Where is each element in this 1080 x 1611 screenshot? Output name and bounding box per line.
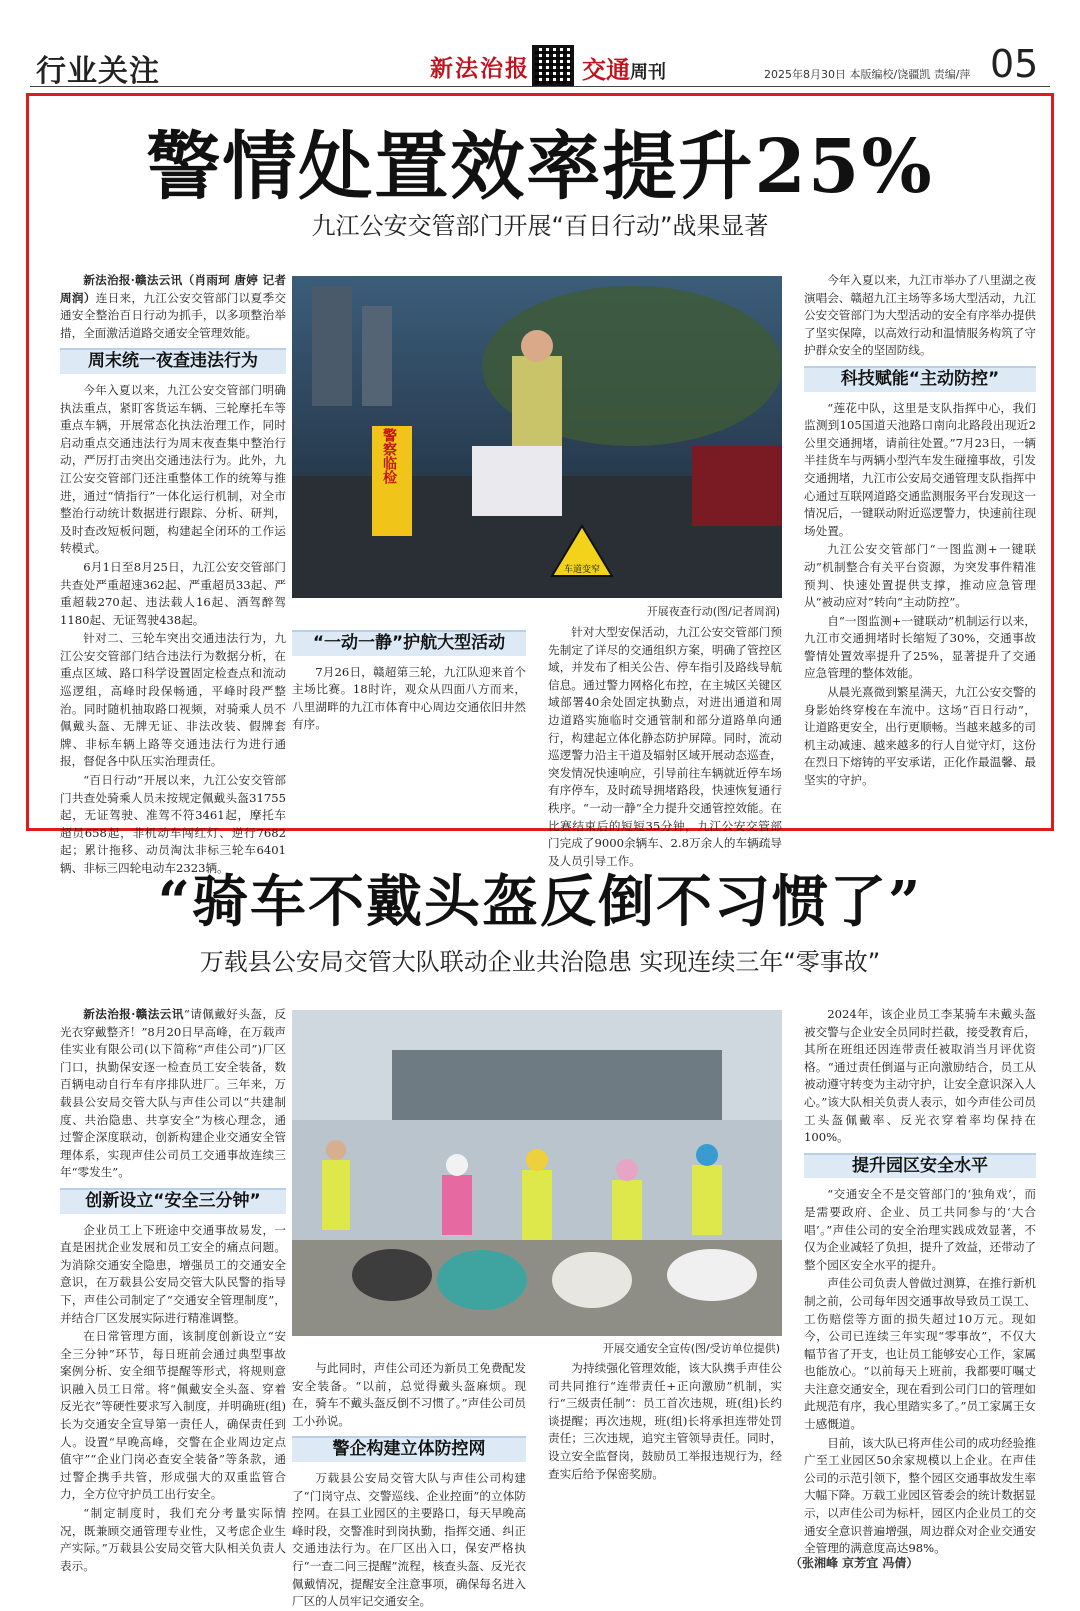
article1-paragraph: 7月26日，赣超第三轮，九江队迎来首个主场比赛。18时许，观众从四面八方而来，八里湖畔的九江市体育中心周边交通依旧井然有序。 [292,664,526,732]
article2-headline: “骑车不戴头盔反倒不习惯了” [157,869,923,935]
article2-column-4 [804,1006,1037,1556]
article2-paragraph: 声佳公司负责人曾做过测算，在推行新机制之前，公司每年因交通事故导致员工误工、工伤赔偿等方面的损失超过10万元。现如今，公司已连续三年实现“零事故”，不仅大幅节省了开支，也让员工能够安心工作，家属也能放心。“以前每天上班前，我都要叮嘱丈夫注意交通安全，现在看到公司门口的管理如此规范有序，我心里踏实多了。”员工家属王女士感慨道。 [804,1276,1037,1432]
article2-paragraph: 目前，该大队已将声佳公司的成功经验推广至工业园区50余家规模以上企业。在声佳公司的示范引领下，整个园区交通事故发生率大幅下降。万载工业园区管委会的统计数据显示，以声佳公司为标杆，园区内企业员工的交通安全意识普遍增强，周边群众对企业交通安全管理的满意度高达98%。 [804,1435,1036,1556]
article2-paragraph: 在日常管理方面，该制度创新设立“安全三分钟”环节，每日班前会通过典型事故案例分析、安全细节提醒等形式，将规则意识融入员工日常。将“佩戴安全头盔、穿着反光衣”等硬性要求写入制度，并明确班(组)长为交通安全宣导第一责任人，确保责任到人。设置“早晚高峰，交警在企业周边定点值守”“企业门岗必查安全装备”等条款，通过警企携手共管，形成强大的双重监管合力，全方位守护员工出行安全。 [60,1329,286,1502]
article1-paragraph: “莲花中队，这里是支队指挥中心，我们监测到105国道天池路口南向北路段出现近2公里交通拥堵，请前往处置。”7月23日，一辆半挂货车与两辆小型汽车发生碰撞事故，引发交通拥堵，九江市公安局交通管理支队指挥中心通过互联网道路交通监测服务平台发现这一情况后，一键联动附近巡逻警力，快速前往现场处置。 [804,400,1036,538]
article2-paragraph: 企业员工上下班途中交通事故易发，一直是困扰企业发展和员工安全的痛点问题。为消除交通安全隐患，增强员工的交通安全意识，在万载县公安局交管大队民警的指导下，声佳公司制定了“交通安全管理制度”，并结合厂区发展实际进行精准调整。 [60,1222,286,1325]
article2-lead [60,1006,286,1182]
article2-paragraph: 2024年，该企业员工李某骑车未戴头盔被交警与企业安全员同时拦截，接受教育后，其所在班组还因连带责任被取消当月评优资格。“通过责任倒逼与正向激励结合，员工从被动遵守转变为主动守护，让安全意识深入人心。”该大队相关负责人表示，如今声佳公司员工头盔佩戴率、反光衣穿着率均保持在100%。 [804,1007,1037,1145]
article1-paragraph: 针对大型安保活动，九江公安交管部门预先制定了详尽的交通组织方案，明确了管控区域，并发布了相关公告、停车指引及路线导航信息。通过警力网格化布控，在主城区关键区域部署40余处固定执勤点，对进出通道和周边道路实施临时交通管制和部分道路单向通行，构建起立体化静态防护屏障。同时，流动巡逻警力沿主干道及辐射区域开展动态巡查，突发情况快速响应，引导前往车辆就近停车场有序停车，及时疏导拥堵路段，快速恢复通行秩序。“一动一静”全力提升交通管控效能。在比赛结束后的短短35分钟，九江公安交管部门完成了9000余辆车、2.8万余人的车辆疏导及人员引导工作。 [548,625,782,868]
article1-photo-caption: 开展夜查行动(图/记者周润) [646,605,780,618]
article2-photo-safety-publicity [292,1010,782,1336]
article2-column-1 [60,1006,286,1573]
article1-section2-title: “一动一静”护航大型活动 [292,630,526,656]
paper-name-logo: 新法治报 [430,55,530,82]
safety-publicity-illustration [292,1010,782,1336]
article1-column-1 [60,272,286,875]
supplement-name: 交通 [582,55,630,84]
police-checkpoint-sign: 警察临检 [381,428,397,484]
article2-paragraph: “交通安全不是交管部门的‘独角戏’，而是需要政府、企业、员工共同参与的‘大合唱’。”声佳公司的安全治理实践成效显著，不仅为企业减轻了负担，提升了效益，还带动了整个园区安全水平的提升。 [804,1187,1036,1272]
lane-narrows-sign: 车道变窄 [563,565,601,575]
section-label: 行业关注 [36,54,160,89]
article2-section2-title: 警企构建立体防控网 [292,1436,526,1462]
issue-meta: 2025年8月30日 本版编校/饶疆凯 责编/萍 [764,68,971,81]
supplement-title [582,50,666,85]
article1-paragraph: 今年入夏以来，九江公安交管部门明确执法重点，紧盯客货运车辆、三轮摩托车等重点车辆，开展常态化执法治理工作，同时启动重点交通违法行为周末夜查集中整治行动，严厉打击突出交通违法行为。此外，九江公安交管部门还注重整体工作的统筹与推进，通过“情指行”一体化运行机制，对全市整治行动统计数据进行跟踪、分析、研判，及时查改短板问题，构建起全闭环的工作运转模式。 [60,382,286,556]
article1-dateline: 新法治报·赣法云讯（肖雨珂 唐婷 记者周润） [60,273,286,305]
page-number: 05 [990,42,1039,86]
article1-paragraph: 从晨光熹微到繁星满天，九江公安交警的身影始终穿梭在车流中。这场“百日行动”，让道路更安全，出行更顺畅。当越来越多的司机主动减速、越来越多的行人自觉守灯，这份在烈日下熔铸的平安承诺，正化作最温馨、最坚实的守护。 [804,685,1036,788]
article1-paragraph: 自“一图监测+一键联动”机制运行以来，九江市交通拥堵时长缩短了30%，交通事故警情处置效率提升了25%，显著提升了交通应急管理的整体效能。 [804,613,1036,681]
article2-section3-title: 提升园区安全水平 [804,1153,1036,1179]
night-inspection-illustration [292,276,782,598]
article1-photo-night-inspection [292,276,782,598]
article2-column-3 [548,1360,782,1550]
article1-paragraph: 针对二、三轮车突出交通违法行为，九江公安交管部门结合违法行为数据分析，在重点区域、路口科学设置固定检查点和流动巡逻组，高峰时段保畅通，平峰时段严整治。同时随机抽取路口视频，对骑乘人员不佩戴头盔、无牌无证、非法改装、假牌套牌、非标车辆上路等交通违法行为进行通报，督促各中队压实治理责任。 [60,631,286,769]
article2-paragraph: 万载县公安局交管大队与声佳公司构建了“门岗守点、交警巡线、企业控面”的立体防控网。在县工业园区的主要路口，每天早晚高峰时段，交警准时到岗执勤，指挥交通、纠正交通违法行为。在厂区出入口，保安严格执行“一查二问三提醒”流程，核查头盔、反光衣佩戴情况，提醒安全注意事项，确保每名进入厂区的人员牢记交通安全。 [292,1470,526,1609]
article2-paragraph: 为持续强化管理效能，该大队携手声佳公司共同推行“连带责任+正向激励”机制，实行“三级责任制”：员工首次违规，班(组)长约谈提醒；再次违规，班(组)长将承担连带处罚责任；三次违规，追究主管领导责任。同时，设立安全监督岗，鼓励员工举报违规行为，经查实后给予保密奖励。 [548,1361,782,1481]
article2-byline: （张湘峰 京芳宜 冯倩） [790,1556,919,1570]
article1-section1-title: 周末统一夜查违法行为 [60,348,286,374]
article2-section1-title: 创新设立“安全三分钟” [60,1188,286,1214]
article1-paragraph: 九江公安交管部门“一图监测+一键联动”机制整合有关平台资源，为突发事件精准预判、快速处置提供支撑，推动应急管理从“被动应对”转向“主动防控”。 [804,542,1036,610]
supplement-suffix: 周刊 [630,62,666,83]
article1-lead-text: 连日来，九江公安交管部门以夏季交通安全整治百日行动为抓手，以多项整治举措，全面激活道路交通安全管理效能。 [60,290,286,340]
article1-column-4 [804,272,1036,820]
article2-dateline: 新法治报·赣法云讯 [83,1007,184,1021]
article1-column-2 [292,624,526,820]
article1-headline: 警情处置效率提升25% [146,124,934,210]
article1-paragraph: “百日行动”开展以来，九江公安交管部门共查处骑乘人员未按规定佩戴头盔31755起，无证驾驶、准驾不符3461起，摩托车超员658起，非机动车闯红灯、逆行7682起；累计拖移、动员淘汰非标三轮车6401辆、非标三四轮电动车2323辆。 [60,773,286,875]
article1-paragraph: 6月1日至8月25日，九江公安交管部门共查处严重超速362起、严重超员33起、严重超载270起、违法载人16起、酒驾醉驾1180起、无证驾驶438起。 [60,559,286,627]
article1-lead [60,272,286,342]
article2-subheadline: 万载县公安局交管大队联动企业共治隐患 实现连续三年“零事故” [199,948,881,976]
article2-lead-text: “请佩戴好头盔，反光衣穿戴整齐！”8月20日早高峰，在万载声佳实业有限公司(以下简称“声佳公司”)厂区门口，执勤保安逐一检查员工安全装备，数百辆电动自行车有序排队进厂。三年来，万载县公安局交管大队与声佳公司以“共建制度、共治隐患、共享安全”为核心理念，通过警企深度联动，创新构建企业交通安全管理体系，实现声佳公司员工交通事故连续三年“零发生”。 [60,1007,286,1180]
qr-code-icon [532,45,574,87]
article2-paragraph: 与此同时，声佳公司还为新员工免费配发安全装备。“以前，总觉得戴头盔麻烦。现在，骑车不戴头盔反倒不习惯了。”声佳公司员工小孙说。 [292,1361,526,1428]
masthead-rule [30,86,1050,87]
article1-paragraph: 今年入夏以来，九江市举办了八里湖之夜演唱会、赣超九江主场等多场大型活动，九江公安交管部门为大型活动的安全有序举办提供了坚实保障，以高效行动和温情服务构筑了守护群众安全的坚固防线。 [804,273,1036,358]
article1-subheadline: 九江公安交管部门开展“百日行动”战果显著 [311,212,769,240]
masthead [0,0,1080,90]
article2-paragraph: “制定制度时，我们充分考量实际情况，既兼顾交通管理专业性，又考虑企业生产实际。”万载县公安局交管大队相关负责人表示。 [60,1506,286,1573]
article2-column-2 [292,1360,526,1609]
article1-section3-title: 科技赋能“主动防控” [804,366,1036,392]
article1-column-3 [548,624,782,868]
article2-photo-caption: 开展交通安全宣传(图/受访单位提供) [602,1342,780,1355]
